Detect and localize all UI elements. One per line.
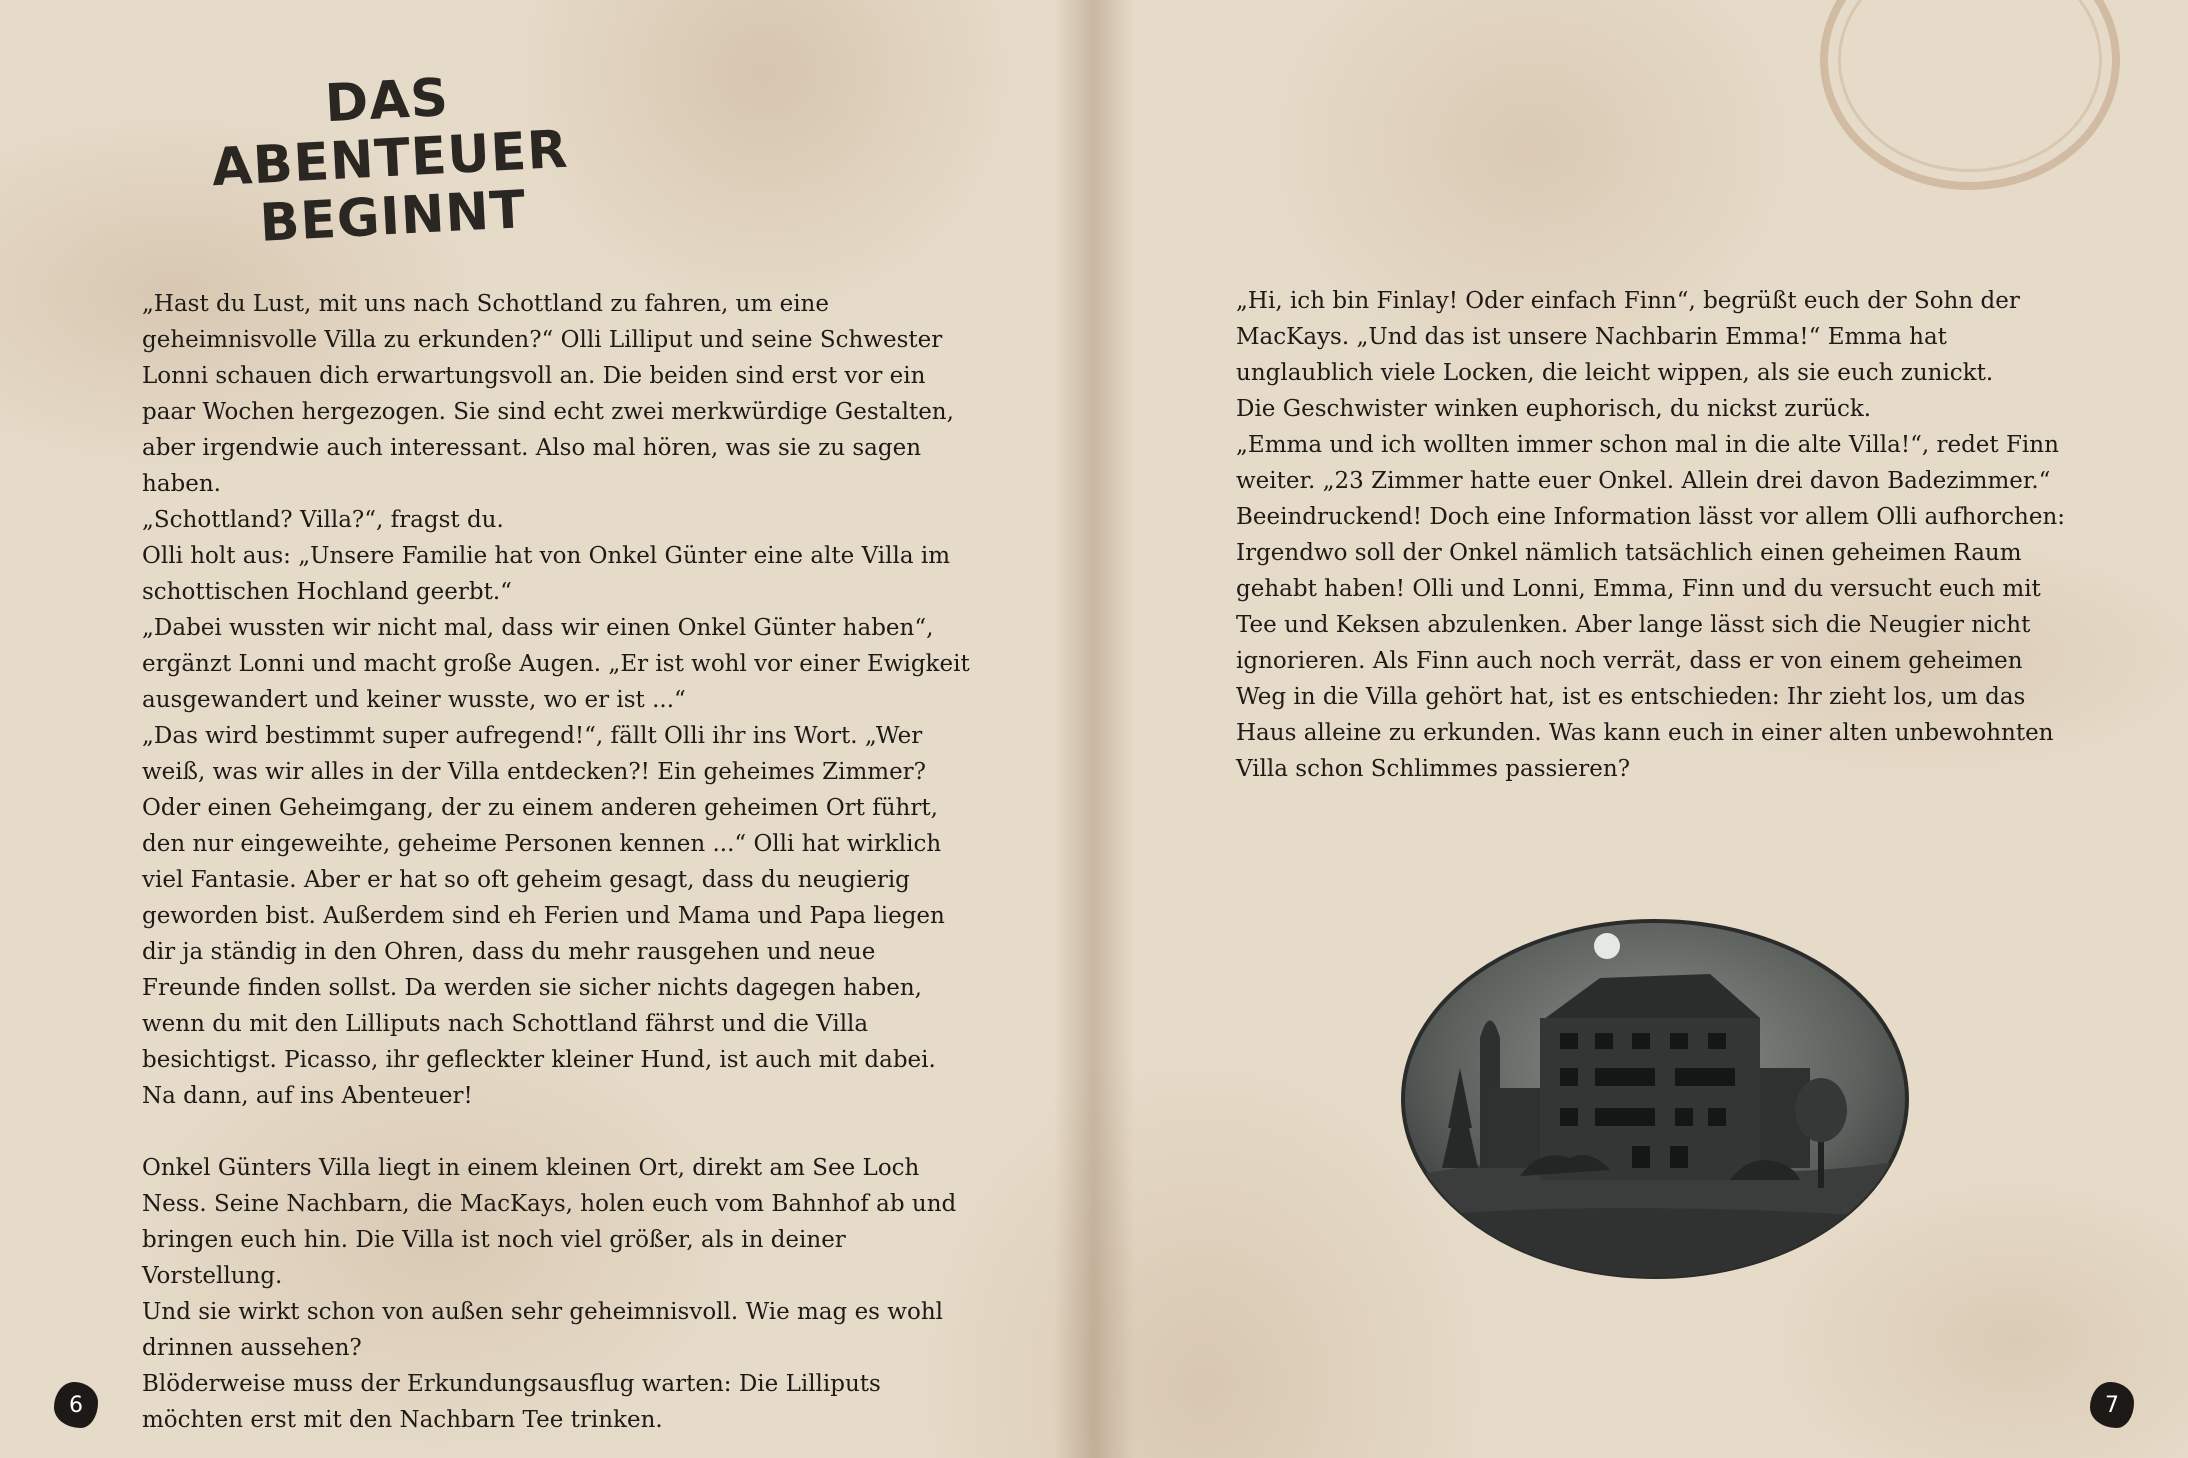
- chapter-title-line-1: DAS: [323, 67, 451, 135]
- chapter-title: [196, 62, 585, 256]
- paragraph-gap: [142, 1114, 972, 1150]
- paragraph: Onkel Günters Villa liegt in einem kleinen Ort, direkt am See Loch Ness. Seine Nachbarn, die MacKays, holen euch vom Bahnhof ab und bringen euch hin. Die Villa ist noch viel größer, als in deiner Vorstellung.: [142, 1155, 957, 1289]
- paragraph: „Dabei wussten wir nicht mal, dass wir einen Onkel Günter haben“, ergänzt Lonni und macht große Augen. „Er ist wohl vor einer Ewigkeit ausgewandert und keiner wusste, wo er ist ...“: [142, 615, 970, 713]
- paragraph: Olli holt aus: „Unsere Familie hat von Onkel Günter eine alte Villa im schottischen Hochland geerbt.“: [142, 543, 951, 605]
- paragraph: Blöderweise muss der Erkundungsausflug warten: Die Lilliputs möchten erst mit den Nachbarn Tee trinken.: [142, 1371, 881, 1433]
- book-spine-shadow: [1054, 0, 1134, 1458]
- paragraph: Und sie wirkt schon von außen sehr geheimnisvoll. Wie mag es wohl drinnen aussehen?: [142, 1299, 944, 1361]
- paragraph: „Hi, ich bin Finlay! Oder einfach Finn“, begrüßt euch der Sohn der MacKays. „Und das ist unsere Nachbarin Emma!“ Emma hat unglaublich viele Locken, die leicht wippen, als sie euch zunickt.: [1236, 288, 2020, 386]
- paragraph: „Schottland? Villa?“, fragst du.: [142, 507, 504, 533]
- page-number-left: 6: [54, 1382, 98, 1428]
- right-page-text: [1236, 283, 2066, 787]
- chapter-title-line-3: BEGINNT: [258, 179, 528, 254]
- paragraph: „Das wird bestimmt super aufregend!“, fällt Olli ihr ins Wort. „Wer weiß, was wir alles in der Villa entdecken?! Ein geheimes Zimmer? Oder einen Geheimgang, der zu einem anderen geheimen Ort führt, den nur eingeweihte, geheime Personen kennen ...“ Olli hat wirklich viel Fantasie. Aber er hat so oft geheim gesagt, dass du neugierig geworden bist. Außerdem sind eh Ferien und Mama und Papa liegen dir ja ständig in den Ohren, dass du mehr rausgehen und neue Freunde finden sollst. Da werden sie sicher nichts dagegen haben, wenn du mit den Lilliputs nach Schottland fährst und die Villa besichtigst. Picasso, ihr gefleckter kleiner Hund, ist auch mit dabei. Na dann, auf ins Abenteuer!: [142, 723, 945, 1109]
- page-number-right: 7: [2090, 1382, 2134, 1428]
- left-page-text: [142, 286, 972, 1438]
- paragraph: „Emma und ich wollten immer schon mal in die alte Villa!“, redet Finn weiter. „23 Zimmer hatte euer Onkel. Allein drei davon Badezimmer.“ Beeindruckend! Doch eine Information lässt vor allem Olli aufhorchen: Irgendwo soll der Onkel nämlich tatsächlich einen geheimen Raum gehabt haben! Olli und Lonni, Emma, Finn und du versucht euch mit Tee und Keksen abzulenken. Aber lange lässt sich die Neugier nicht ignorieren. Als Finn auch noch verrät, dass er von einem geheimen Weg in die Villa gehört hat, ist es entschieden: Ihr zieht los, um das Haus alleine zu erkunden. Was kann euch in einer alten unbewohnten Villa schon Schlimmes passieren?: [1236, 432, 2066, 782]
- paragraph: „Hast du Lust, mit uns nach Schottland zu fahren, um eine geheimnisvolle Villa zu erkunden?“ Olli Lilliput und seine Schwester Lonni schauen dich erwartungsvoll an. Die beiden sind erst vor ein paar Wochen hergezogen. Sie sind echt zwei merkwürdige Gestalten, aber irgendwie auch interessant. Also mal hören, was sie zu sagen haben.: [142, 291, 954, 497]
- haunted-villa-at-night-icon: [1400, 918, 1910, 1280]
- chapter-title-line-2: ABENTEUER: [210, 119, 570, 199]
- paragraph: Die Geschwister winken euphorisch, du nickst zurück.: [1236, 396, 1872, 422]
